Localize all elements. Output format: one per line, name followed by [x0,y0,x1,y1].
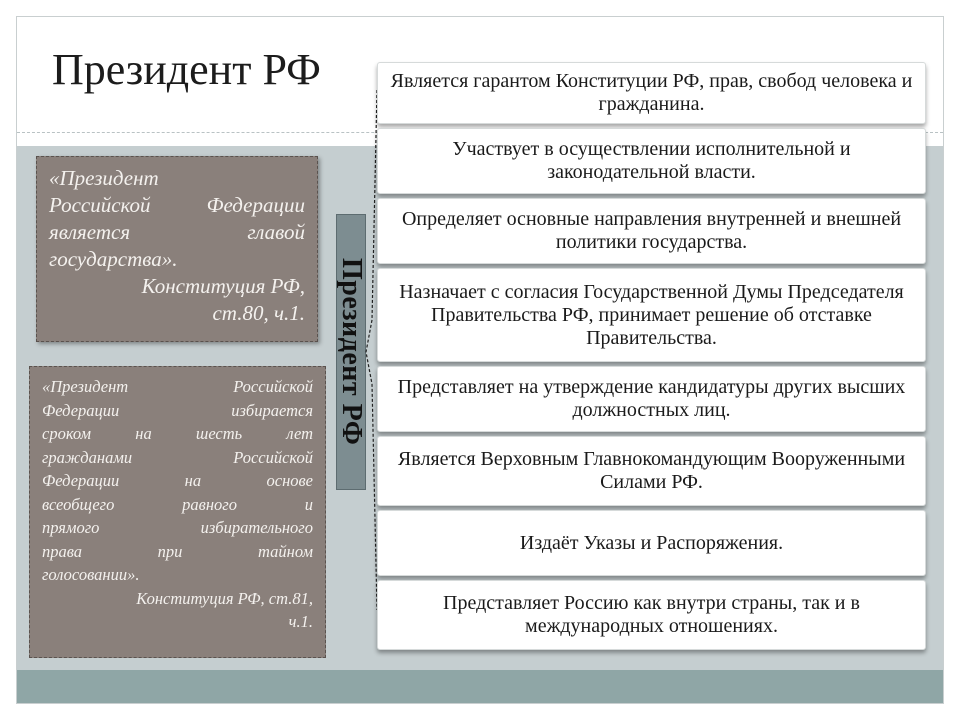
function-box: Представляет Россию как внутри страны, так и в международных отношениях. [377,580,926,650]
function-box: Издаёт Указы и Распоряжения. [377,510,926,576]
quote-source: ст.80, ч.1. [212,301,305,325]
quote-line: сроком на шесть лет [42,424,313,443]
quote-line: прямого избирательного [42,518,313,537]
function-box: Участвует в осуществлении исполнительной и законодательной власти. [377,128,926,194]
function-box: Является гарантом Конституции РФ, прав, свобод человека и гражданина. [377,62,926,124]
quote-source: Конституция РФ, [141,274,305,298]
quote-box-article-80 [36,156,318,342]
quote-line: «Президент Российской [42,377,313,396]
quote-source: ч.1. [288,612,313,631]
center-label: Президент РФ [336,258,367,446]
quote-box-article-81 [29,366,326,658]
function-box: Определяет основные направления внутренней и внешней политики государства. [377,198,926,264]
quote-line: права при тайном [42,541,313,561]
quote-line: «Президент [49,166,159,190]
quote-line: Федерации на основе [42,471,313,490]
quote-line: является главой [49,220,305,244]
quote-line: голосовании». [42,565,140,584]
function-box: Назначает с согласия Государственной Думы Председателя Правительства РФ, принимает решение об отставке Правительства. [377,268,926,362]
function-box: Представляет на утверждение кандидатуры других высших должностных лиц. [377,366,926,432]
quote-line: Федерации избирается [42,400,313,420]
quote-line: всеобщего равного и [42,494,313,514]
quote-line: государства». [49,247,178,271]
quote-source: Конституция РФ, ст.81, [136,588,313,608]
footer-band [17,670,943,703]
quote-line: гражданами Российской [42,447,313,467]
quote-line: Российской Федерации [49,193,305,217]
slide-title: Президент РФ [52,45,321,94]
function-box: Является Верховным Главнокомандующим Вооруженными Силами РФ. [377,436,926,506]
